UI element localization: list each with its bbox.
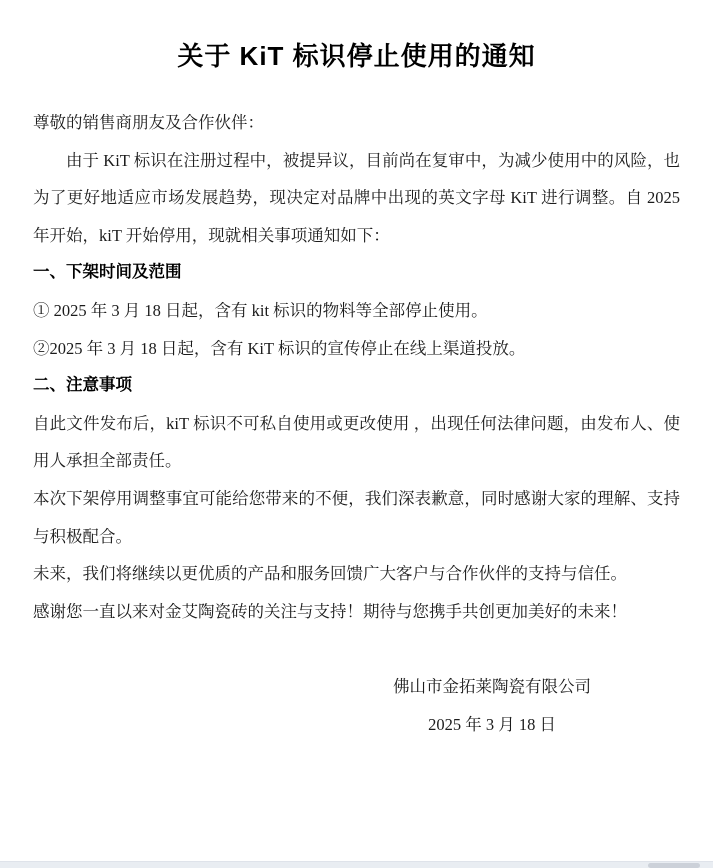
section-2-paragraph-4: 感谢您一直以来对金艾陶瓷砖的关注与支持！期待与您携手共创更加美好的未来！ [33,601,627,621]
signature-date: 2025 年 3 月 18 日 [428,715,556,735]
section-1-item-1: ① 2025 年 3 月 18 日起，含有 kit 标识的物料等全部停止使用。 [33,300,488,320]
document-body [33,104,680,630]
horizontal-scrollbar-thumb[interactable] [648,863,700,868]
signature-block [342,668,642,744]
section-2-paragraph-3: 未来，我们将继续以更优质的产品和服务回馈广大客户与合作伙伴的支持与信任。 [33,564,627,584]
intro-paragraph: 由于 KiT 标识在注册过程中，被提异议，目前尚在复审中，为减少使用中的风险，也为了更好地适应市场发展趋势，现决定对品牌中出现的英文字母 KiT 进行调整。自 2025 年开始，kiT 开始停用，现就相关事项通知如下： [33,150,680,245]
section-2-paragraph-2: 本次下架停用调整事宜可能给您带来的不便，我们深表歉意，同时感谢大家的理解、支持与积极配合。 [33,488,680,546]
section-1-heading: 一、下架时间及范围 [33,263,182,282]
document-title: 关于 KiT 标识停止使用的通知 [177,41,536,71]
section-1-item-2: ②2025 年 3 月 18 日起，含有 KiT 标识的宣传停止在线上渠道投放。 [33,338,526,358]
horizontal-scrollbar-track[interactable] [0,861,713,868]
section-2-heading: 二、注意事项 [33,376,132,395]
salutation: 尊敬的销售商朋友及合作伙伴： [33,113,264,132]
signature-company: 佛山市金拓莱陶瓷有限公司 [393,677,591,697]
section-2-paragraph-1: 自此文件发布后，kiT 标识不可私自使用或更改使用 ，出现任何法律问题，由发布人、使用人承担全部责任。 [33,413,680,471]
